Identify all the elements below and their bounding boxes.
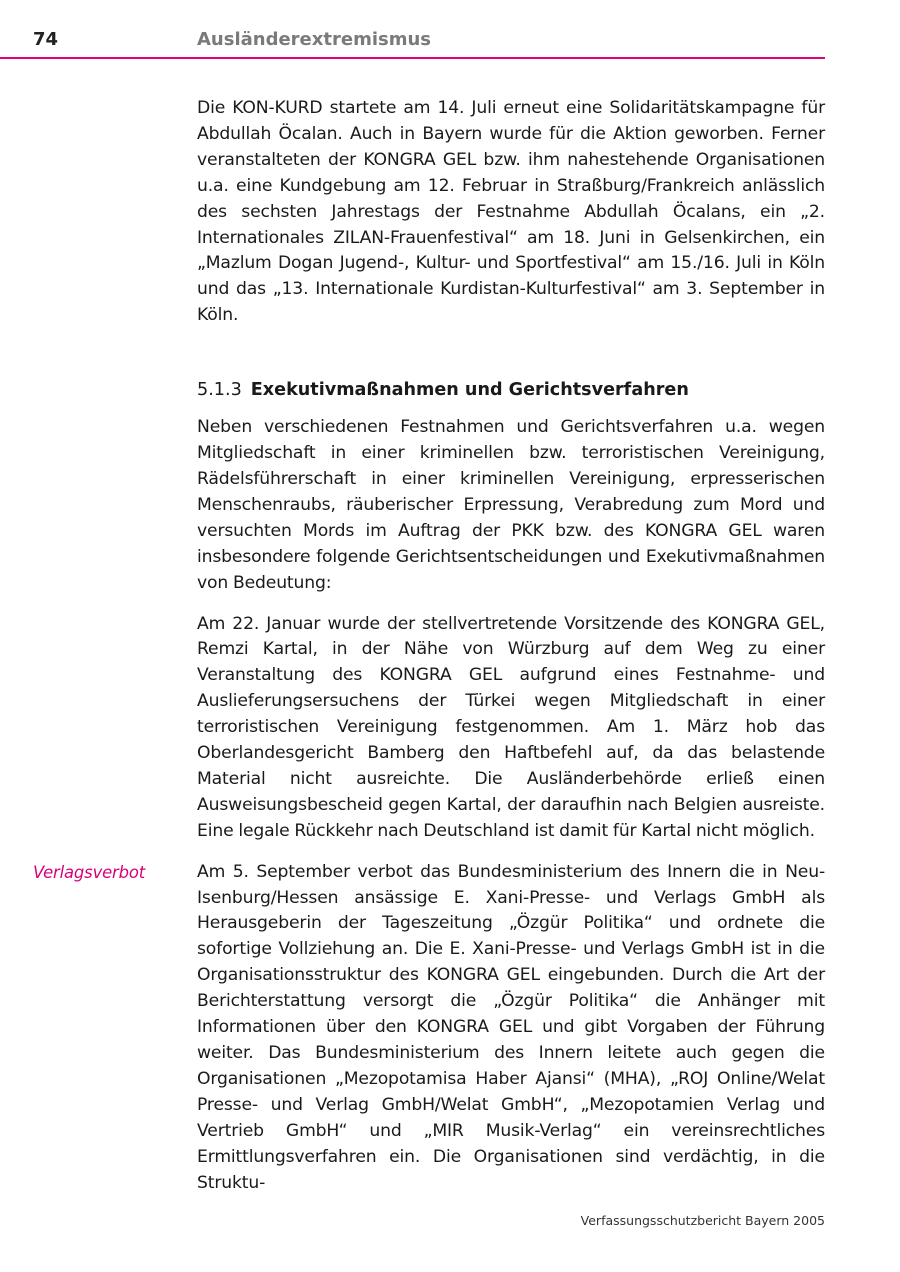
header-rule <box>0 57 825 59</box>
paragraph-intro: Die KON-KURD startete am 14. Juli erneut eine Solidaritätskampagne für Abdullah Öcalan. Auch in Bayern wurde für die Aktion geworben. Ferner veranstalteten der KONGRA GEL bzw. ihm nahestehende Organisationen u.a. eine Kundgebung am 12. Februar in Straßburg/Frankreich anlässlich des sechsten Jahrestags der Festnahme Abdullah Öcalans, ein „2. Internationales ZILAN-Frauenfestival“ am 18. Juni in Gelsenkirchen, ein „Mazlum Dogan Jugend-, Kultur- und Sportfestival“ am 15./16. Juli in Köln und das „13. Internationale Kurdistan-Kulturfestival“ am 3. September in Köln. <box>197 98 825 326</box>
footer-publication: Verfassungsschutzbericht Bayern 2005 <box>580 1213 825 1228</box>
paragraph-festnahmen: Neben verschiedenen Festnahmen und Gerichtsverfahren u.a. wegen Mitgliedschaft in einer kriminellen bzw. terroristischen Vereinigung, Rädelsführerschaft in einer kriminellen Vereinigung, erpresserischen Menschenraubs, räuberischer Erpressung, Verabredung zum Mord und versuchten Mords im Auftrag der PKK bzw. des KONGRA GEL waren insbesondere folgende Gerichtsentscheidungen und Exekutivmaßnahmen von Bedeutung: <box>197 417 825 593</box>
section-number: 5.1.3 <box>197 380 242 401</box>
verlagsverbot-block <box>33 860 825 1197</box>
margin-note-verlagsverbot: Verlagsverbot <box>33 862 146 882</box>
running-title: Ausländerextremismus <box>197 29 431 50</box>
paragraph-kartal: Am 22. Januar wurde der stellvertretende Vorsitzende des KONGRA GEL, Remzi Kartal, in der Nähe von Würzburg auf dem Weg zu einer Veranstaltung des KONGRA GEL aufgrund eines Festnahme- und Auslieferungsersuchens der Türkei wegen Mitgliedschaft in einer terroristischen Vereinigung festgenommen. Am 1. März hob das Oberlandesgericht Bamberg den Haftbefehl auf, da das belastende Material nicht ausreichte. Die Ausländerbehörde erließ einen Ausweisungsbescheid gegen Kartal, der daraufhin nach Belgien ausreiste. Eine legale Rückkehr nach Deutschland ist damit für Kartal nicht möglich. <box>197 613 825 841</box>
paragraph-verlagsverbot: Am 5. September verbot das Bundesministerium des Innern die in Neu-Isenburg/Hessen ansässige E. Xani-Presse- und Verlags GmbH als Herausgeberin der Tageszeitung „Özgür Politika“ und ordnete die sofortige Vollziehung an. Die E. Xani-Presse- und Verlags GmbH ist in die Organisationsstruktur des KONGRA GEL eingebunden. Durch die Art der Berichterstattung versorgt die „Özgür Politika“ die Anhänger mit Informationen über den KONGRA GEL und gibt Vorgaben der Führung weiter. Das Bundesministerium des Innern leitete auch gegen die Organisationen „Mezopotamisa Haber Ajansi“ (MHA), „ROJ Online/Welat Presse- und Verlag GmbH/Welat GmbH“, „Mezopotamien Verlag und Vertrieb GmbH“ und „MIR Musik-Verlag“ ein vereinsrechtliches Ermittlungsverfahren ein. Die Organisationen sind verdächtig, in die Struktu- <box>197 861 825 1193</box>
section-title: Exekutivmaßnahmen und Gerichtsverfahren <box>250 380 689 401</box>
page-number: 74 <box>33 29 59 50</box>
section-heading <box>197 377 825 403</box>
main-content <box>33 96 825 1196</box>
